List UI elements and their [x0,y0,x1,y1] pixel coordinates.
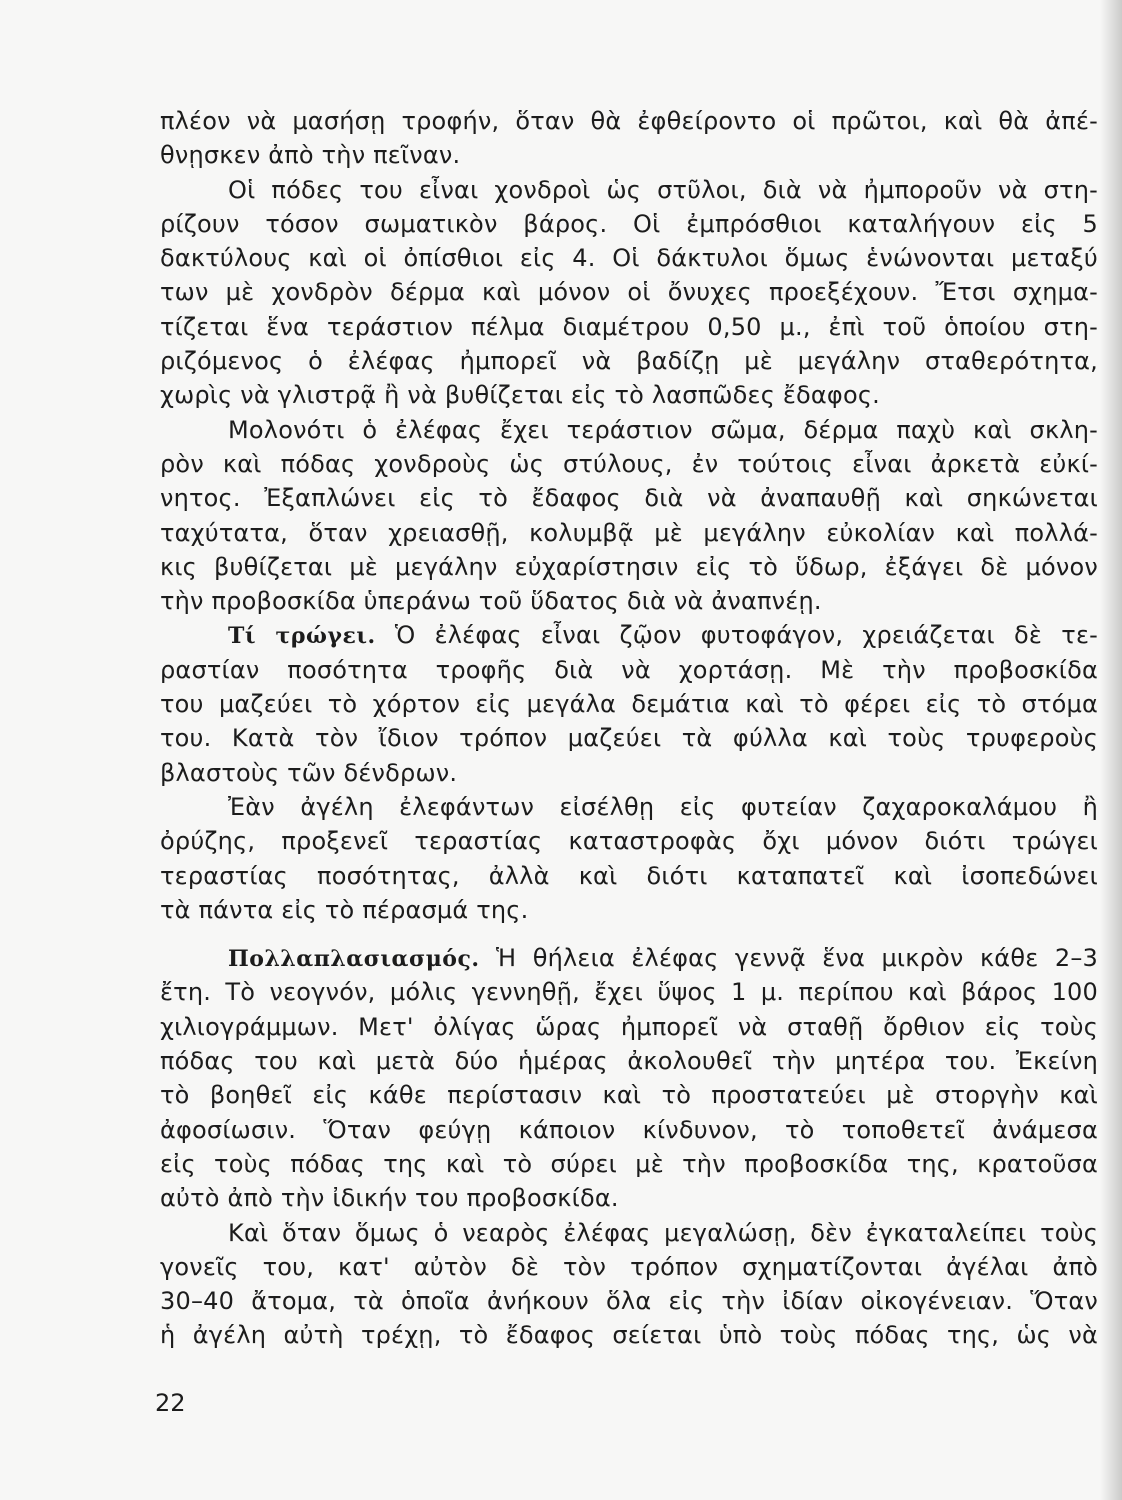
text-line: τὸ βοηθεῖ εἰς κάθε περίστασιν καὶ τὸ προστατεύει μὲ στοργὴν καὶ [160,1081,1098,1110]
text-line: πόδας του καὶ μετὰ δύο ἡμέρας ἀκολουθεῖ τὴν μητέρα του. Ἐκείνη [160,1047,1098,1076]
text-run: Ὁ ἐλέφας εἶναι ζῷον φυτοφάγον, χρειάζεται δὲ τε- [394,621,1098,650]
text-line: Καὶ ὅταν ὅμως ὁ νεαρὸς ἐλέφας μεγαλώσῃ, δὲν ἐγκαταλείπει τοὺς [228,1218,1098,1247]
text-line: ριζόμενος ὁ ἐλέφας ἠμπορεῖ νὰ βαδίζῃ μὲ μεγάλην σταθερότητα, [160,347,1098,376]
paragraph-gap [160,927,1098,941]
text-line: ρὸν καὶ πόδας χονδροὺς ὡς στύλους, ἐν τούτοις εἶναι ἀρκετὰ εὐκί- [160,449,1098,478]
text-line: 30–40 ἄτομα, τὰ ὁποῖα ἀνήκουν ὅλα εἰς τὴν ἰδίαν οἰκογένειαν. Ὅταν [160,1287,1098,1316]
text-line: ρίζουν τόσον σωματικὸν βάρος. Οἱ ἐμπρόσθιοι καταλήγουν εἰς 5 [160,209,1098,238]
text-line: θνῃσκεν ἀπὸ τὴν πεῖναν. [160,141,461,170]
text-line [160,941,1098,975]
text-run: Ἡ θήλεια ἐλέφας γεννᾷ ἕνα μικρὸν κάθε 2–3 [496,944,1098,973]
text-line: ἡ ἀγέλη αὐτὴ τρέχῃ, τὸ ἔδαφος σείεται ὑπὸ τοὺς πόδας της, ὡς νὰ [160,1321,1098,1350]
page-edge-shadow [1100,0,1122,1500]
text-line: πλέον νὰ μασήσῃ τροφήν, ὅταν θὰ ἐφθείροντο οἱ πρῶτοι, καὶ θὰ ἀπέ- [160,107,1098,135]
text-line: χωρὶς νὰ γλιστρᾷ ἢ νὰ βυθίζεται εἰς τὸ λασπῶδες ἔδαφος. [160,381,880,410]
text-line: τὴν προβοσκίδα ὑπεράνω τοῦ ὕδατος διὰ νὰ ἀναπνέῃ. [160,587,822,616]
text-line: γονεῖς του, κατ' αὐτὸν δὲ τὸν τρόπον σχηματίζονται ἀγέλαι ἀπὸ [160,1252,1098,1281]
text-line: ὀρύζης, προξενεῖ τεραστίας καταστροφὰς ὄχι μόνον διότι τρώγει [160,827,1098,856]
text-line: τίζεται ἕνα τεράστιον πέλμα διαμέτρου 0,50 μ., ἐπὶ τοῦ ὁποίου στη- [160,312,1098,341]
text-line: Μολονότι ὁ ἐλέφας ἔχει τεράστιον σῶμα, δέρμα παχὺ καὶ σκλη- [228,415,1098,444]
text-line: χιλιογράμμων. Μετ' ὀλίγας ὥρας ἠμπορεῖ νὰ σταθῇ ὄρθιον εἰς τοὺς [160,1012,1098,1041]
text-line [160,618,1098,652]
text-line: τεραστίας ποσότητας, ἀλλὰ καὶ διότι καταπατεῖ καὶ ἰσοπεδώνει [160,861,1098,890]
section-heading: Πολλαπλασιασμός. [228,946,480,973]
text-line: ραστίαν ποσότητα τροφῆς διὰ νὰ χορτάσῃ. Μὲ τὴν προβοσκίδα [160,655,1098,684]
text-line: ἀφοσίωσιν. Ὅταν φεύγῃ κάποιον κίνδυνον, τὸ τοποθετεῖ ἀνάμεσα [160,1115,1098,1144]
text-line: Ἐὰν ἀγέλη ἐλεφάντων εἰσέλθῃ εἰς φυτείαν ζαχαροκαλάμου ἢ [228,792,1098,821]
body-text [160,104,1098,1353]
text-line: δακτύλους καὶ οἱ ὀπίσθιοι εἰς 4. Οἱ δάκτυλοι ὅμως ἑνώνονται μεταξύ [160,244,1098,273]
page-number: 22 [155,1389,186,1417]
text-line: βλαστοὺς τῶν δένδρων. [160,758,458,787]
text-line: εἰς τοὺς πόδας της καὶ τὸ σύρει μὲ τὴν προβοσκίδα της, κρατοῦσα [160,1149,1098,1178]
text-line: του μαζεύει τὸ χόρτον εἰς μεγάλα δεμάτια καὶ τὸ φέρει εἰς τὸ στόμα [160,690,1098,719]
text-line: του. Κατὰ τὸν ἴδιον τρόπον μαζεύει τὰ φύλλα καὶ τοὺς τρυφεροὺς [160,724,1098,753]
text-line: ταχύτατα, ὅταν χρειασθῇ, κολυμβᾷ μὲ μεγάλην εὐκολίαν καὶ πολλά- [160,518,1098,547]
text-line: κις βυθίζεται μὲ μεγάλην εὐχαρίστησιν εἰς τὸ ὕδωρ, ἐξάγει δὲ μόνον [160,552,1098,581]
text-line: Οἱ πόδες του εἶναι χονδροὶ ὡς στῦλοι, διὰ νὰ ἠμποροῦν νὰ στη- [228,175,1098,204]
text-line: αὐτὸ ἀπὸ τὴν ἰδικήν του προβοσκίδα. [160,1184,619,1213]
text-line: νητος. Ἐξαπλώνει εἰς τὸ ἔδαφος διὰ νὰ ἀναπαυθῇ καὶ σηκώνεται [160,484,1098,513]
section-heading: Τί τρώγει. [228,623,376,650]
text-line: ἔτη. Τὸ νεογνόν, μόλις γεννηθῇ, ἔχει ὕψος 1 μ. περίπου καὶ βάρος 100 [160,978,1098,1007]
text-line: των μὲ χονδρὸν δέρμα καὶ μόνον οἱ ὄνυχες προεξέχουν. Ἔτσι σχημα- [160,278,1098,307]
text-line: τὰ πάντα εἰς τὸ πέρασμά της. [160,895,529,924]
